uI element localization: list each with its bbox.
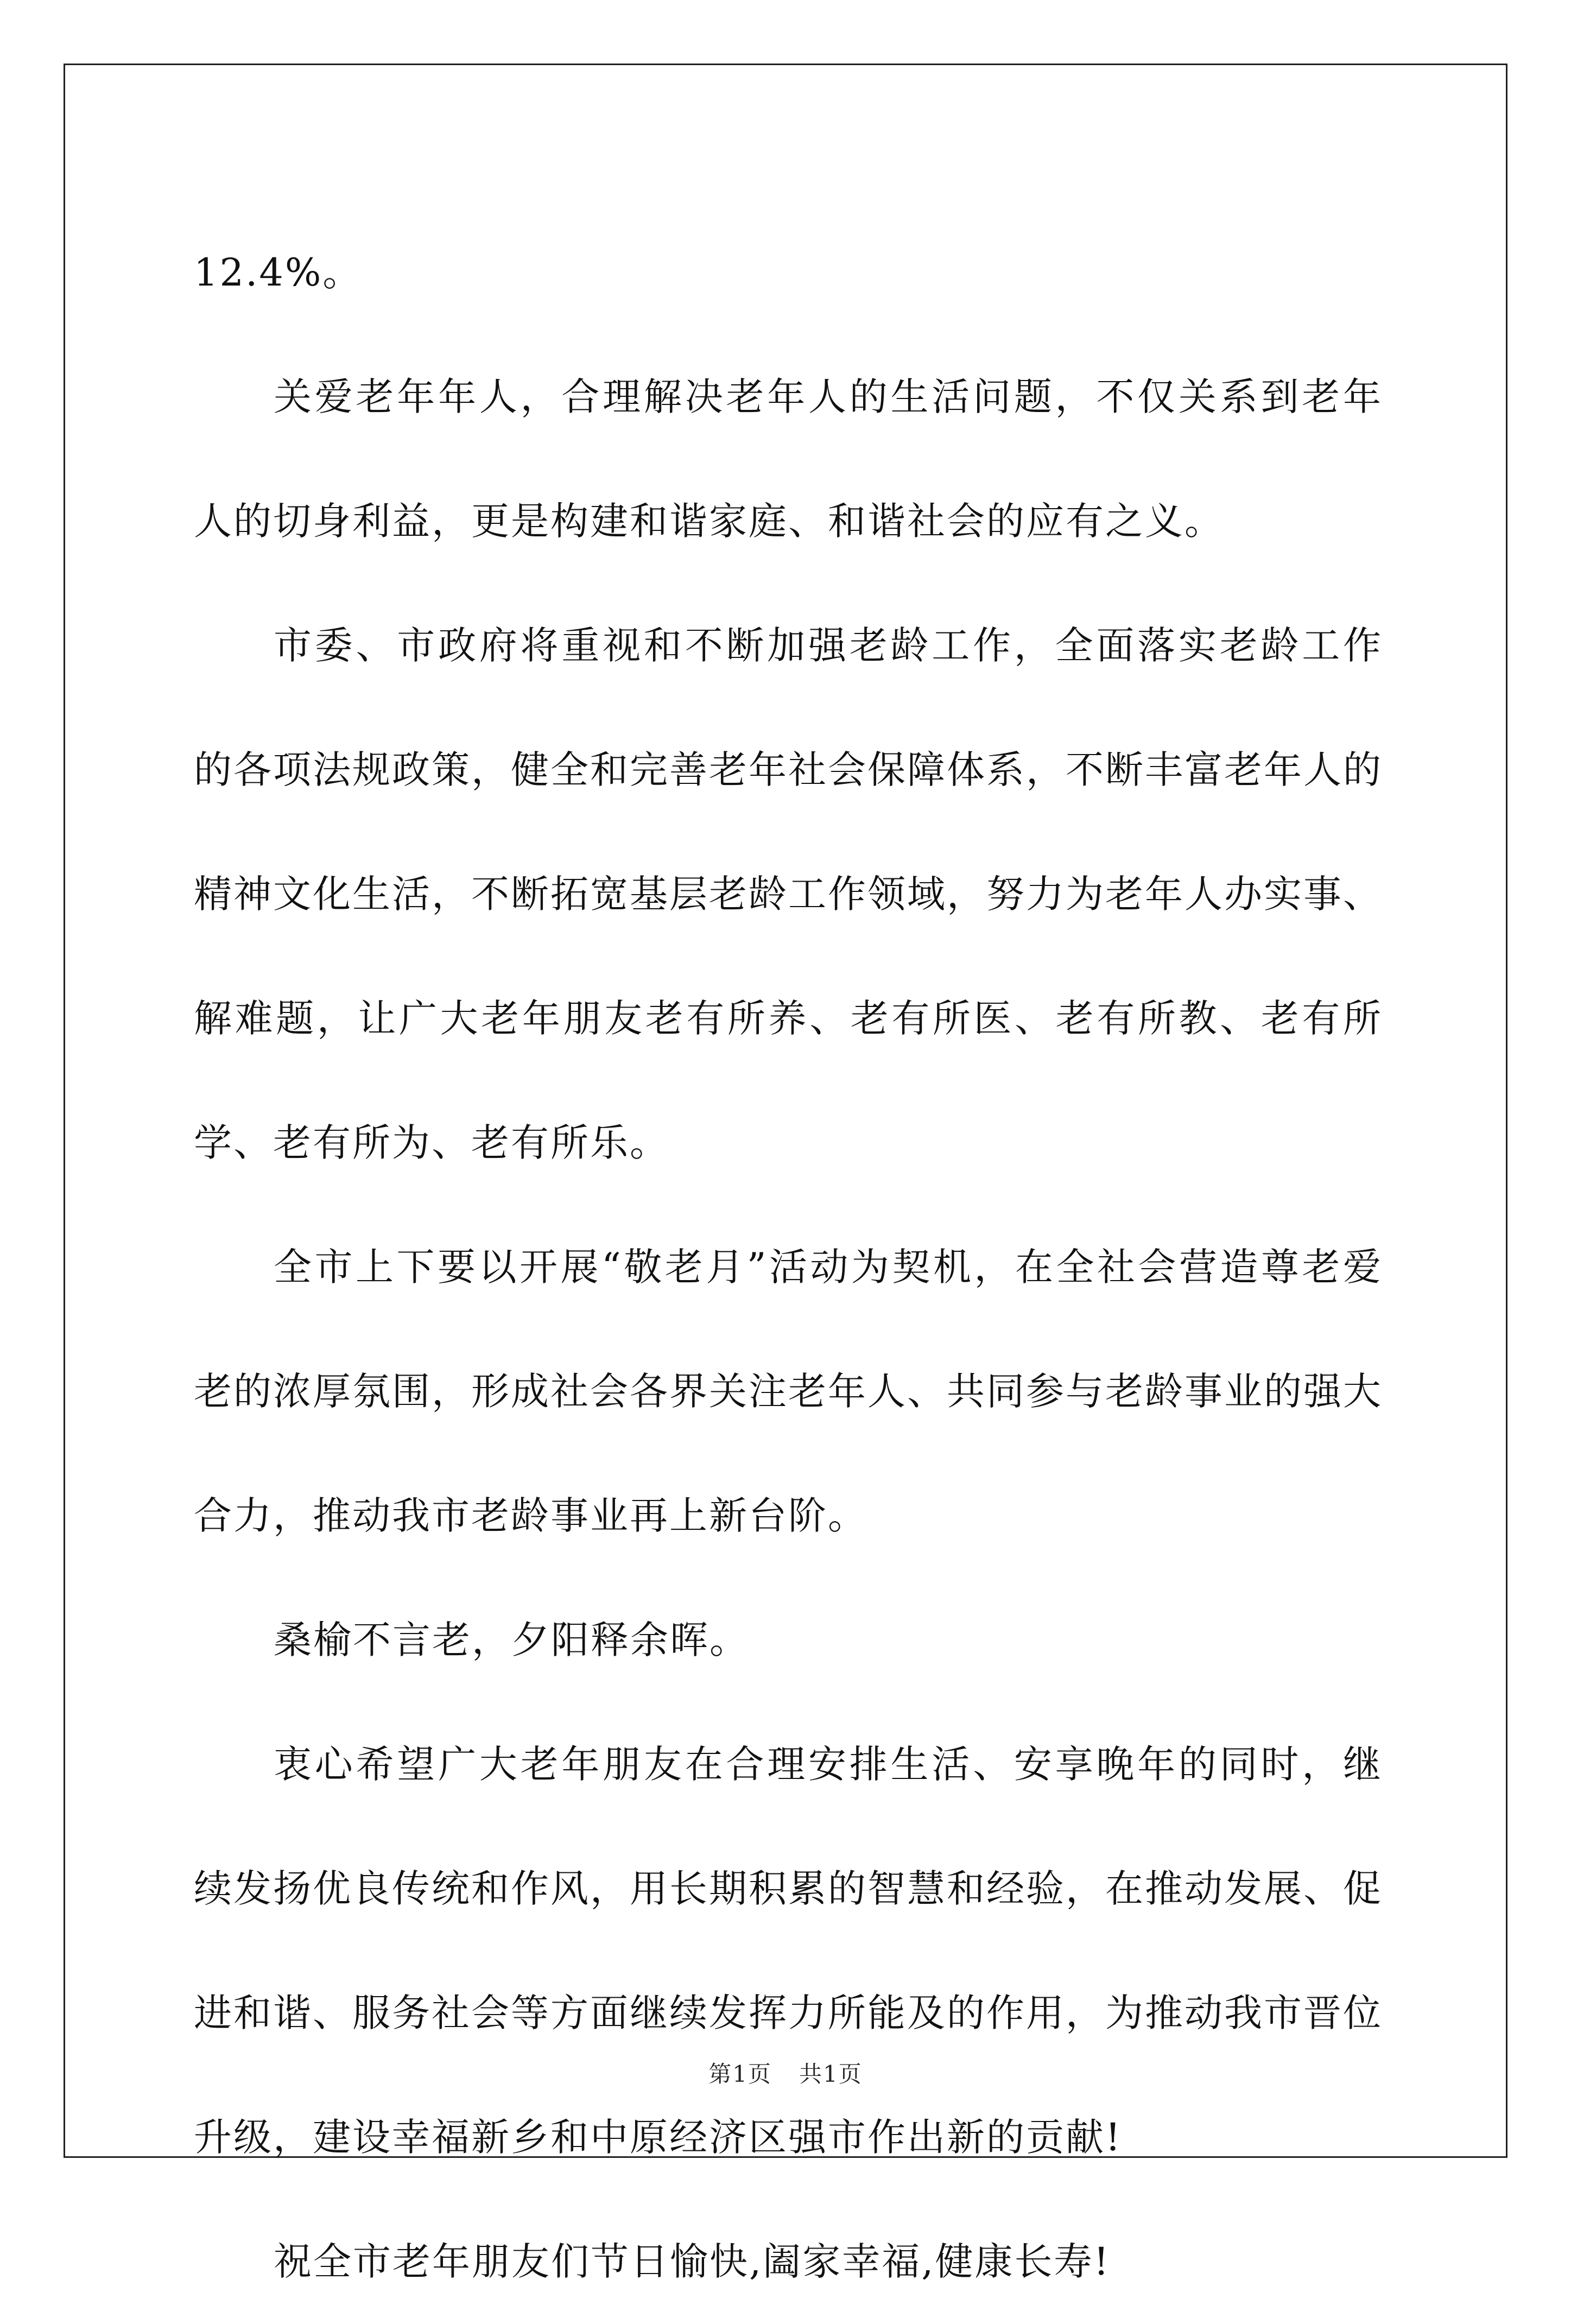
paragraph-6: 衷心希望广大老年朋友在合理安排生活、安享晚年的同时，继续发扬优良传统和作风，用长期积累的智慧和经验，在推动发展、促进和谐、服务社会等方面继续发挥力所能及的作用，为推动我市晋位升级，建设幸福新乡和中原经济区强市作出新的贡献! [194, 1742, 1383, 2160]
page-number-current: 第1页 [708, 2061, 772, 2087]
paragraph-1: 12.4%。 [194, 250, 363, 295]
paragraph-4: 全市上下要以开展“敬老月”活动为契机，在全社会营造尊老爱老的浓厚氛围，形成社会各界关注老年人、共同参与老龄事业的强大合力，推动我市老龄事业再上新台阶。 [194, 1245, 1383, 1538]
paragraph-7: 祝全市老年朋友们节日愉快,阖家幸福,健康长寿! [274, 2239, 1111, 2284]
page-number-total: 共1页 [799, 2061, 863, 2087]
paragraph-5: 桑榆不言老，夕阳释余晖。 [274, 1618, 749, 1662]
page-footer [0, 2056, 1571, 2089]
document-body [194, 211, 1383, 2324]
paragraph-3: 市委、市政府将重视和不断加强老龄工作，全面落实老龄工作的各项法规政策，健全和完善老年社会保障体系，不断丰富老年人的精神文化生活，不断拓宽基层老龄工作领域，努力为老年人办实事、解难题，让广大老年朋友老有所养、老有所医、老有所教、老有所学、老有所为、老有所乐。 [194, 623, 1383, 1165]
paragraph-2: 关爱老年年人，合理解决老年人的生活问题，不仅关系到老年人的切身利益，更是构建和谐家庭、和谐社会的应有之义。 [194, 375, 1383, 543]
